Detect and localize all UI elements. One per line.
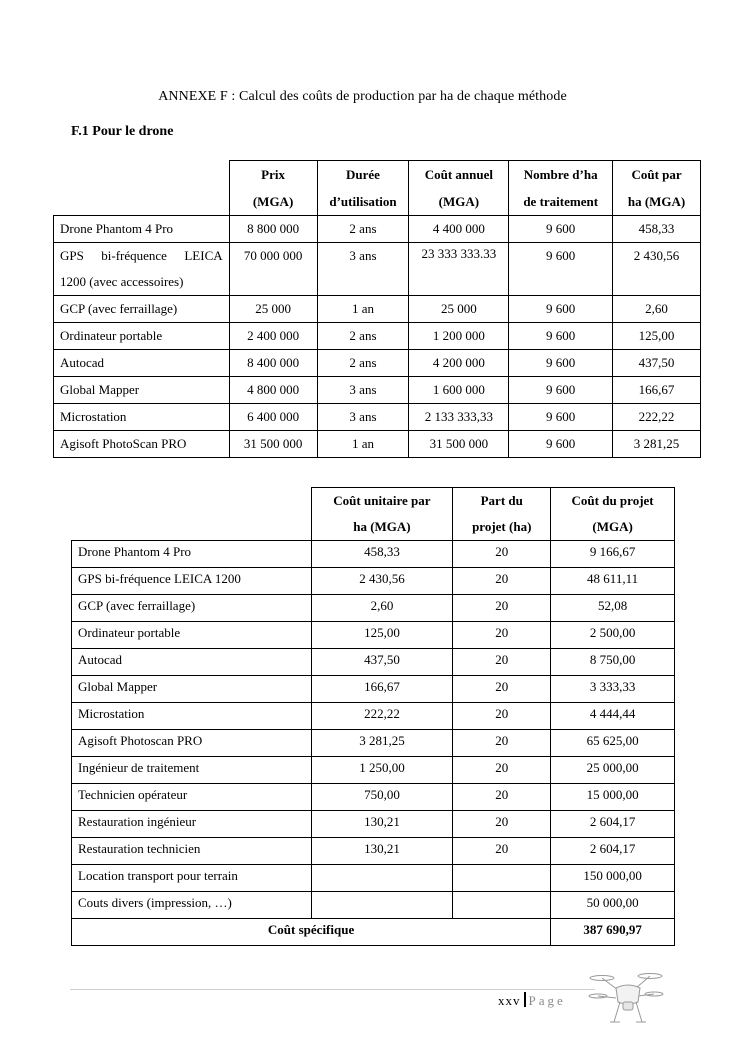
row-value: 125,00: [311, 622, 453, 649]
table-row: [72, 757, 675, 784]
row-value: [311, 865, 453, 892]
row-value: 1 200 000: [409, 323, 509, 350]
row-label: Restauration technicien: [72, 838, 312, 865]
table-row: [54, 350, 701, 377]
header-project-cost: Coût du projet (MGA): [551, 488, 675, 541]
row-value: 166,67: [311, 676, 453, 703]
drone-icon: [588, 966, 668, 1026]
row-value: 25 000: [409, 296, 509, 323]
row-value: 48 611,11: [551, 568, 675, 595]
table-row: [54, 431, 701, 458]
row-label: Restauration ingénieur: [72, 811, 312, 838]
header-price: Prix (MGA): [229, 161, 317, 216]
row-value: [453, 892, 551, 919]
row-value: 1 an: [317, 296, 409, 323]
row-value: 2 500,00: [551, 622, 675, 649]
row-value: 130,21: [311, 811, 453, 838]
row-value: 3 ans: [317, 377, 409, 404]
row-label: GPS bi-fréquence LEICA 1200 (avec accessoires): [54, 243, 230, 296]
row-label: Global Mapper: [72, 676, 312, 703]
page-number: xxv: [498, 993, 521, 1008]
header-duration: Durée d’utilisation: [317, 161, 409, 216]
row-value: 9 600: [509, 296, 613, 323]
header-unit-cost: Coût unitaire par ha (MGA): [311, 488, 453, 541]
row-value: 65 625,00: [551, 730, 675, 757]
row-label: Global Mapper: [54, 377, 230, 404]
footer-divider: [70, 989, 595, 990]
drone-cost-table: [53, 160, 701, 458]
table-row: [72, 865, 675, 892]
row-label: GCP (avec ferraillage): [72, 595, 312, 622]
footer-separator: [524, 992, 526, 1007]
row-value: 25 000,00: [551, 757, 675, 784]
row-value: 9 600: [509, 323, 613, 350]
row-value: 2 ans: [317, 350, 409, 377]
header-project-share: Part du projet (ha): [453, 488, 551, 541]
row-value: 1 250,00: [311, 757, 453, 784]
table-row: [72, 649, 675, 676]
row-label: Couts divers (impression, …): [72, 892, 312, 919]
row-value: 20: [453, 703, 551, 730]
row-value: 458,33: [311, 541, 453, 568]
table-row: [54, 323, 701, 350]
row-value: 2 430,56: [311, 568, 453, 595]
row-value: 8 800 000: [229, 216, 317, 243]
table-row: [72, 703, 675, 730]
row-label: Agisoft PhotoScan PRO: [54, 431, 230, 458]
row-value: 8 400 000: [229, 350, 317, 377]
row-value: [311, 892, 453, 919]
row-value: 4 444,44: [551, 703, 675, 730]
row-value: 222,22: [311, 703, 453, 730]
row-value: 3 333,33: [551, 676, 675, 703]
table-row: [54, 296, 701, 323]
table-row: [72, 622, 675, 649]
row-value: 50 000,00: [551, 892, 675, 919]
row-value: [453, 865, 551, 892]
row-label: GCP (avec ferraillage): [54, 296, 230, 323]
row-label: Ingénieur de traitement: [72, 757, 312, 784]
table-row: [72, 811, 675, 838]
row-label: Agisoft Photoscan PRO: [72, 730, 312, 757]
row-label: Technicien opérateur: [72, 784, 312, 811]
row-value: 31 500 000: [229, 431, 317, 458]
row-label: Autocad: [72, 649, 312, 676]
row-value: 2 604,17: [551, 838, 675, 865]
row-value: 20: [453, 676, 551, 703]
total-row: [72, 919, 675, 946]
header-blank-cell: [72, 488, 312, 541]
table-row: [72, 838, 675, 865]
row-value: 2 604,17: [551, 811, 675, 838]
row-value: 1 600 000: [409, 377, 509, 404]
row-value: 4 800 000: [229, 377, 317, 404]
row-value: 20: [453, 730, 551, 757]
row-value: 3 ans: [317, 243, 409, 296]
row-value: 20: [453, 838, 551, 865]
row-value: 31 500 000: [409, 431, 509, 458]
row-value: 3 281,25: [311, 730, 453, 757]
row-label: Ordinateur portable: [54, 323, 230, 350]
table-row: [72, 892, 675, 919]
row-value: 166,67: [613, 377, 701, 404]
row-value: 2 133 333,33: [409, 404, 509, 431]
row-value: 20: [453, 784, 551, 811]
row-value: 25 000: [229, 296, 317, 323]
row-value: 437,50: [613, 350, 701, 377]
row-value: 125,00: [613, 323, 701, 350]
header-blank-cell: [54, 161, 230, 216]
project-cost-table: [71, 487, 675, 946]
row-value: 6 400 000: [229, 404, 317, 431]
table-row: [54, 404, 701, 431]
table-row: [72, 568, 675, 595]
section-heading: F.1 Pour le drone: [71, 124, 174, 139]
row-label: Autocad: [54, 350, 230, 377]
row-value: 8 750,00: [551, 649, 675, 676]
row-value: 20: [453, 811, 551, 838]
table-row: [54, 243, 701, 296]
page-footer: [498, 992, 566, 1009]
row-value: 15 000,00: [551, 784, 675, 811]
row-value: 20: [453, 757, 551, 784]
row-label: Ordinateur portable: [72, 622, 312, 649]
header-cost-per-ha: Coût par ha (MGA): [613, 161, 701, 216]
row-value: 20: [453, 622, 551, 649]
row-label: Location transport pour terrain: [72, 865, 312, 892]
row-value: 20: [453, 568, 551, 595]
total-label: Coût spécifique: [72, 919, 551, 946]
row-value: 2 ans: [317, 216, 409, 243]
row-value: 23 333 333.33: [409, 243, 509, 296]
row-label: Drone Phantom 4 Pro: [54, 216, 230, 243]
row-value: 9 600: [509, 216, 613, 243]
row-value: 9 600: [509, 431, 613, 458]
row-value: 70 000 000: [229, 243, 317, 296]
table-row: [72, 784, 675, 811]
row-value: 9 166,67: [551, 541, 675, 568]
row-value: 9 600: [509, 350, 613, 377]
row-value: 20: [453, 541, 551, 568]
row-value: 458,33: [613, 216, 701, 243]
table-header-row: [72, 488, 675, 541]
page-word: Page: [528, 993, 566, 1008]
row-value: 2,60: [613, 296, 701, 323]
table-row: [54, 216, 701, 243]
row-value: 4 200 000: [409, 350, 509, 377]
row-value: 437,50: [311, 649, 453, 676]
row-value: 222,22: [613, 404, 701, 431]
header-hectares: Nombre d’ha de traitement: [509, 161, 613, 216]
row-label: Microstation: [54, 404, 230, 431]
table-row: [72, 676, 675, 703]
row-value: 52,08: [551, 595, 675, 622]
table-header-row: [54, 161, 701, 216]
row-value: 2 ans: [317, 323, 409, 350]
row-value: 1 an: [317, 431, 409, 458]
row-value: 20: [453, 649, 551, 676]
row-value: 3 281,25: [613, 431, 701, 458]
row-value: 2 430,56: [613, 243, 701, 296]
row-value: 4 400 000: [409, 216, 509, 243]
total-value: 387 690,97: [551, 919, 675, 946]
table-row: [72, 541, 675, 568]
row-value: 9 600: [509, 404, 613, 431]
page-title: ANNEXE F : Calcul des coûts de production par ha de chaque méthode: [158, 89, 567, 104]
header-annual-cost: Coût annuel (MGA): [409, 161, 509, 216]
table-row: [54, 377, 701, 404]
row-value: 9 600: [509, 377, 613, 404]
row-value: 20: [453, 595, 551, 622]
row-value: 150 000,00: [551, 865, 675, 892]
row-value: 2 400 000: [229, 323, 317, 350]
row-value: 3 ans: [317, 404, 409, 431]
row-value: 2,60: [311, 595, 453, 622]
row-label: GPS bi-fréquence LEICA 1200: [72, 568, 312, 595]
table-row: [72, 595, 675, 622]
row-value: 9 600: [509, 243, 613, 296]
row-value: 130,21: [311, 838, 453, 865]
row-value: 750,00: [311, 784, 453, 811]
row-label: Drone Phantom 4 Pro: [72, 541, 312, 568]
row-label: Microstation: [72, 703, 312, 730]
table-row: [72, 730, 675, 757]
